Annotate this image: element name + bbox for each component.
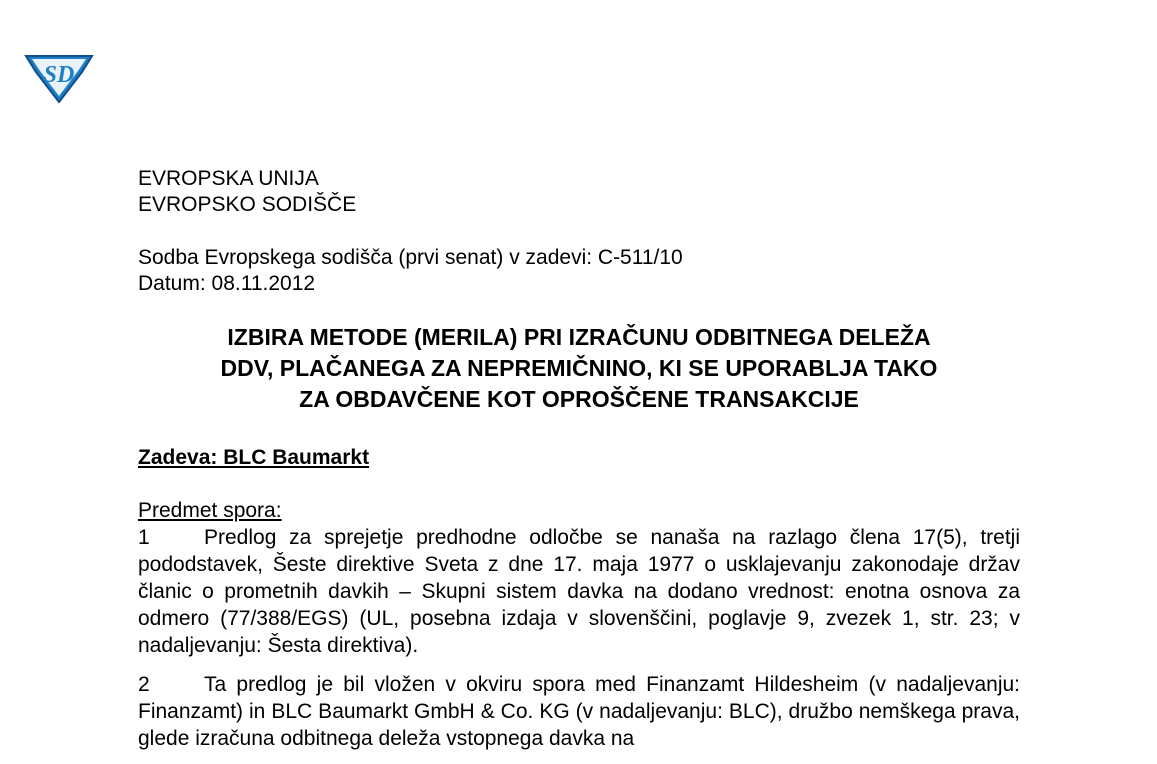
title-line: ZA OBDAVČENE KOT OPROŠČENE TRANSAKCIJE [299,386,859,412]
title-line: IZBIRA METODE (MERILA) PRI IZRAČUNU ODBITNEGA DELEŽA [227,324,931,350]
title-line: DDV, PLAČANEGA ZA NEPREMIČNINO, KI SE UPORABLJA TAKO [220,355,938,381]
paragraph-number: 2 [138,673,150,696]
document-title [79,322,1079,415]
date-line: Datum: 08.11.2012 [138,272,316,295]
paragraph-text: Predlog za sprejetje predhodne odločbe se nanaša na razlago člena 17(5), tretji pododstavek, Šeste direktive Sveta z dne 17. maja 1977 o usklajevanju zakonodaje držav članic o prometnih davkih – Skupni sistem davka na dodano vrednost: enotna osnova za odmero (77/388/EGS) (UL, posebna izdaja v slovenščini, poglavje 9, zvezek 1, str. 23; v nadaljevanju: Šesta direktiva). [138,526,1020,657]
paragraph [138,524,1020,659]
case-line: Sodba Evropskega sodišča (prvi senat) v zadevi: C-511/10 [138,246,683,269]
paragraph [138,671,1020,752]
logo-text: SD [43,62,75,88]
document-body [138,166,1020,764]
org-line-2: EVROPSKO SODIŠČE [138,193,357,216]
paragraph-text: Ta predlog je bil vložen v okviru spora med Finanzamt Hildesheim (v nadaljevanju: Finanzamt) in BLC Baumarkt GmbH & Co. KG (v nadaljevanju: BLC), družbo nemškega prava, glede izračuna odbitnega deleža vstopnega davka na [138,673,1020,750]
case-subject: Zadeva: BLC Baumarkt [138,446,370,469]
paragraph-number: 1 [138,526,150,549]
section-heading: Predmet spora: [138,499,282,522]
logo-icon [22,48,96,104]
org-line-1: EVROPSKA UNIJA [138,167,319,190]
